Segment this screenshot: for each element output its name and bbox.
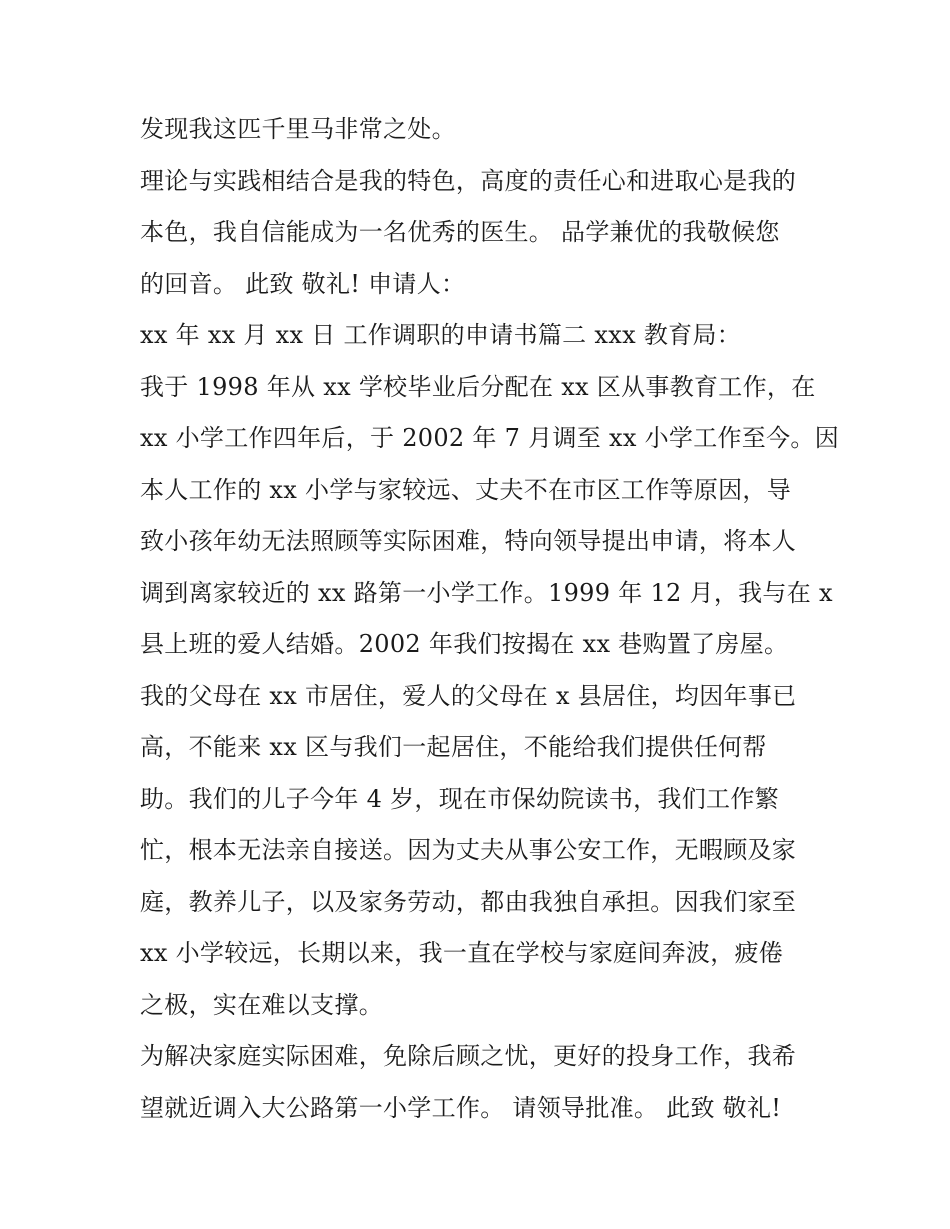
text-line: 望就近调入大公路第一小学工作。 请领导批准。 此致 敬礼! [140,1093,782,1122]
text-line: 庭，教养儿子，以及家务劳动，都由我独自承担。因我们家至 [140,887,797,916]
text-line: 发现我这匹千里马非常之处。 [140,115,456,143]
text-line: 我于 1998 年从 xx 学校毕业后分配在 xx 区从事教育工作，在 [140,372,816,401]
text-line: xx 小学工作四年后，于 2002 年 7 月调至 xx 小学工作至今。因 [140,424,839,452]
text-line: 助。我们的儿子今年 4 岁，现在市保幼院读书，我们工作繁 [140,784,779,813]
text-line: xx 小学较远，长期以来，我一直在学校与家庭间奔波，疲倦 [140,939,784,967]
text-line: 我的父母在 xx 市居住，爱人的父母在 x 县居住，均因年事已 [140,681,797,710]
text-line: 本人工作的 xx 小学与家较远、丈夫不在市区工作等原因，导 [140,475,792,504]
text-line: 为解决家庭实际困难，免除后顾之忧，更好的投身工作，我希 [140,1042,797,1070]
text-line: xx 年 xx 月 xx 日 工作调职的申请书篇二 xxx 教育局： [140,321,742,349]
text-line: 的回音。 此致 敬礼! 申请人： [140,269,466,298]
text-line: 致小孩年幼无法照顾等实际困难，特向领导提出申请，将本人 [140,527,797,555]
text-line: 理论与实践相结合是我的特色，高度的责任心和进取心是我的 [140,166,797,195]
text-line: 调到离家较近的 xx 路第一小学工作。1999 年 12 月，我与在 x [140,578,833,607]
text-line: 高，不能来 xx 区与我们一起居住，不能给我们提供任何帮 [140,733,767,761]
text-line: 县上班的爱人结婚。2002 年我们按揭在 xx 巷购置了房屋。 [140,630,789,658]
text-line: 本色，我自信能成为一名优秀的医生。 品学兼优的我敬候您 [140,218,780,246]
text-line: 忙，根本无法亲自接送。因为丈夫从事公安工作，无暇顾及家 [140,836,797,864]
text-line: 之极，实在难以支撑。 [140,990,383,1019]
document-body [140,104,839,1134]
